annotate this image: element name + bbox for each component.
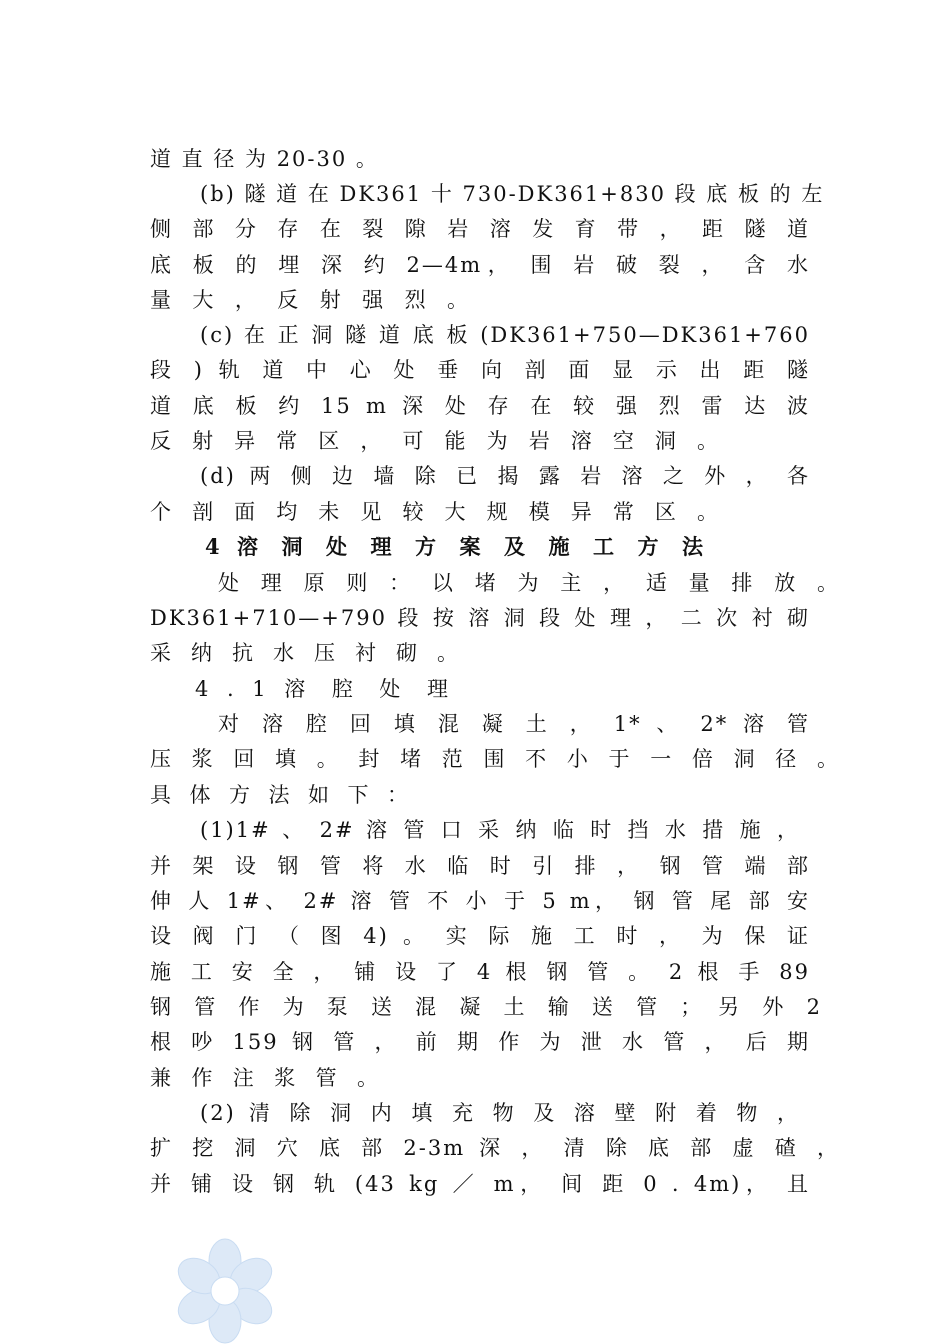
text-line: 根 吵 159 钢 管 ， 前 期 作 为 泄 水 管 ， 后 期 <box>150 1030 810 1054</box>
text-line: 反 射 异 常 区 ， 可 能 为 岩 溶 空 洞 。 <box>150 429 720 453</box>
text-line: 压 浆 回 填 。 封 堵 范 围 不 小 于 一 倍 洞 径 。 <box>150 747 840 771</box>
section-heading: 4 溶 洞 处 理 方 案 及 施 工 方 法 <box>205 534 705 559</box>
text-line: 侧 部 分 存 在 裂 隙 岩 溶 发 育 带 ， 距 隧 道 <box>150 217 810 241</box>
subsection-heading: 4 . 1 溶 腔 处 理 <box>195 677 450 701</box>
text-line: (c) 在 正 洞 隧 道 底 板 (DK361+750—DK361+760 <box>200 323 810 347</box>
text-line: 并 铺 设 钢 轨 (43 kg ／ m， 间 距 0 . 4m)， 且 <box>150 1172 810 1196</box>
text-line: 处 理 原 则 ： 以 堵 为 主 ， 适 量 排 放 。 <box>218 571 840 595</box>
text-line: 底 板 的 埋 深 约 2—4m， 围 岩 破 裂 ， 含 水 <box>150 253 810 277</box>
watermark-flower-icon <box>170 1238 280 1344</box>
text-line: (b) 隧 道 在 DK361 十 730-DK361+830 段 底 板 的 左 <box>200 182 825 206</box>
text-line: 段 ) 轨 道 中 心 处 垂 向 剖 面 显 示 出 距 隧 <box>150 358 810 382</box>
text-line: 量 大 ， 反 射 强 烈 。 <box>150 288 470 312</box>
text-line: DK361+710—+790 段 按 溶 洞 段 处 理 ， 二 次 衬 砌 <box>150 606 810 630</box>
text-line: 个 剖 面 均 未 见 较 大 规 模 异 常 区 。 <box>150 500 720 524</box>
text-line: 并 架 设 钢 管 将 水 临 时 引 排 ， 钢 管 端 部 <box>150 854 810 878</box>
text-line: 道 直 径 为 20-30 。 <box>150 147 379 171</box>
text-line: 道 底 板 约 15 m 深 处 存 在 较 强 烈 雷 达 波 <box>150 394 810 418</box>
text-line: 设 阀 门 （ 图 4) 。 实 际 施 工 时 ， 为 保 证 <box>150 924 810 948</box>
text-line: 具 体 方 法 如 下 ： <box>150 783 410 807</box>
text-line: 钢 管 作 为 泵 送 混 凝 土 输 送 管 ； 另 外 2 <box>150 995 822 1019</box>
text-line: (1)1# 、 2# 溶 管 口 采 纳 临 时 挡 水 措 施 ， <box>200 818 800 842</box>
text-line: 采 纳 抗 水 压 衬 砌 。 <box>150 641 460 665</box>
text-line: 扩 挖 洞 穴 底 部 2-3m 深 ， 清 除 底 部 虚 碴 ， <box>150 1136 840 1160</box>
text-line: 伸 人 1#、 2# 溶 管 不 小 于 5 m， 钢 管 尾 部 安 <box>150 889 810 913</box>
text-line: (d) 两 侧 边 墙 除 已 揭 露 岩 溶 之 外 ， 各 <box>200 464 810 488</box>
text-line: 施 工 安 全 ， 铺 设 了 4 根 钢 管 。 2 根 手 89 <box>150 960 810 984</box>
text-line: (2) 清 除 洞 内 填 充 物 及 溶 壁 附 着 物 ， <box>200 1101 800 1125</box>
text-line: 对 溶 腔 回 填 混 凝 土 ， 1* 、 2* 溶 管 <box>218 712 810 736</box>
text-line: 兼 作 注 浆 管 。 <box>150 1066 380 1090</box>
